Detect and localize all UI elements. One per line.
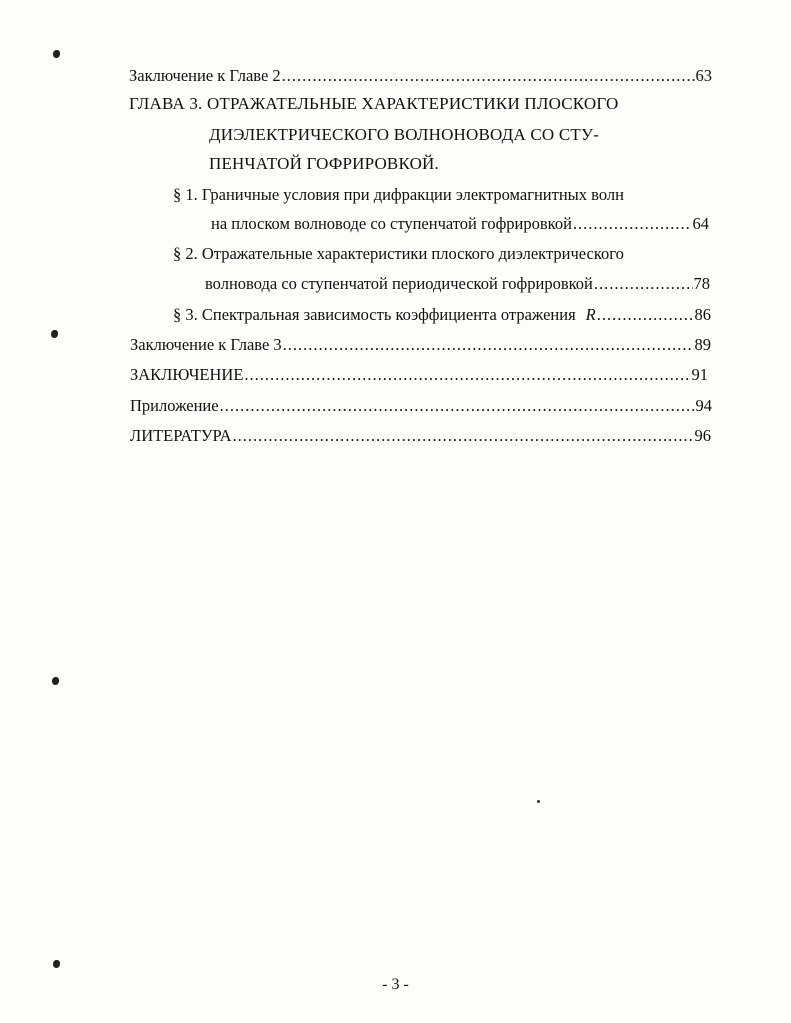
toc-entry-page: 78 [693,274,710,293]
dot-leader [283,335,694,355]
toc-entry-label: на плоском волноводе со ступенчатой гофрировкой [211,214,572,233]
dot-leader [573,214,692,234]
toc-entry-page: 94 [695,396,712,415]
toc-entry-literature [130,426,711,446]
punch-hole-mark [53,960,60,968]
chapter-3-title-line-1: ГЛАВА 3. ОТРАЖАТЕЛЬНЫЕ ХАРАКТЕРИСТИКИ ПЛОСКОГО [129,94,619,113]
punch-hole-mark [52,677,59,685]
dot-leader [244,365,690,385]
toc-entry-page: 63 [695,66,712,85]
page-number: - 3 - [382,976,409,993]
toc-entry-appendix [130,396,712,416]
toc-entry-conclusion-ch3 [130,335,711,355]
toc-entry-page: 91 [691,365,708,384]
toc-section-2-line-1: § 2. Отражательные характеристики плоского диэлектрического [173,244,624,263]
punch-hole-mark [53,50,60,58]
toc-section-1-line-1: § 1. Граничные условия при дифракции электромагнитных волн [173,185,624,204]
toc-entry-page: 96 [694,426,711,445]
toc-entry-section-1 [211,214,709,234]
toc-entry-label: Заключение к Главе 3 [130,335,282,354]
toc-entry-section-3 [173,305,711,325]
toc-entry-label: Заключение к Главе 2 [129,66,281,85]
toc-entry-label: волновода со ступенчатой периодической гофрировкой [205,274,593,293]
toc-entry-section-2 [205,274,710,294]
reflection-coefficient-symbol: R [585,305,596,324]
toc-entry-label: Приложение [130,396,219,415]
toc-entry-label: ЛИТЕРАТУРА [130,426,232,445]
toc-entry-label: § 3. Спектральная зависимость коэффициента отражения [173,305,576,324]
toc-entry-page: 89 [694,335,711,354]
toc-entry-label: ЗАКЛЮЧЕНИЕ [130,365,244,384]
toc-entry-conclusion-ch2 [129,66,712,86]
scan-speck [537,800,540,803]
chapter-3-title-line-3: ПЕНЧАТОЙ ГОФРИРОВКОЙ. [209,154,439,173]
punch-hole-mark [51,330,58,338]
dot-leader [282,66,695,86]
chapter-3-title-line-2: ДИЭЛЕКТРИЧЕСКОГО ВОЛНОНОВОДА СО СТУ- [209,125,600,144]
dot-leader [233,426,694,446]
toc-entry-page: 64 [692,214,709,233]
dot-leader [220,396,695,416]
toc-entry-page: 86 [694,305,711,324]
dot-leader [597,305,694,325]
toc-entry-conclusion [130,365,708,385]
dot-leader [594,274,693,294]
